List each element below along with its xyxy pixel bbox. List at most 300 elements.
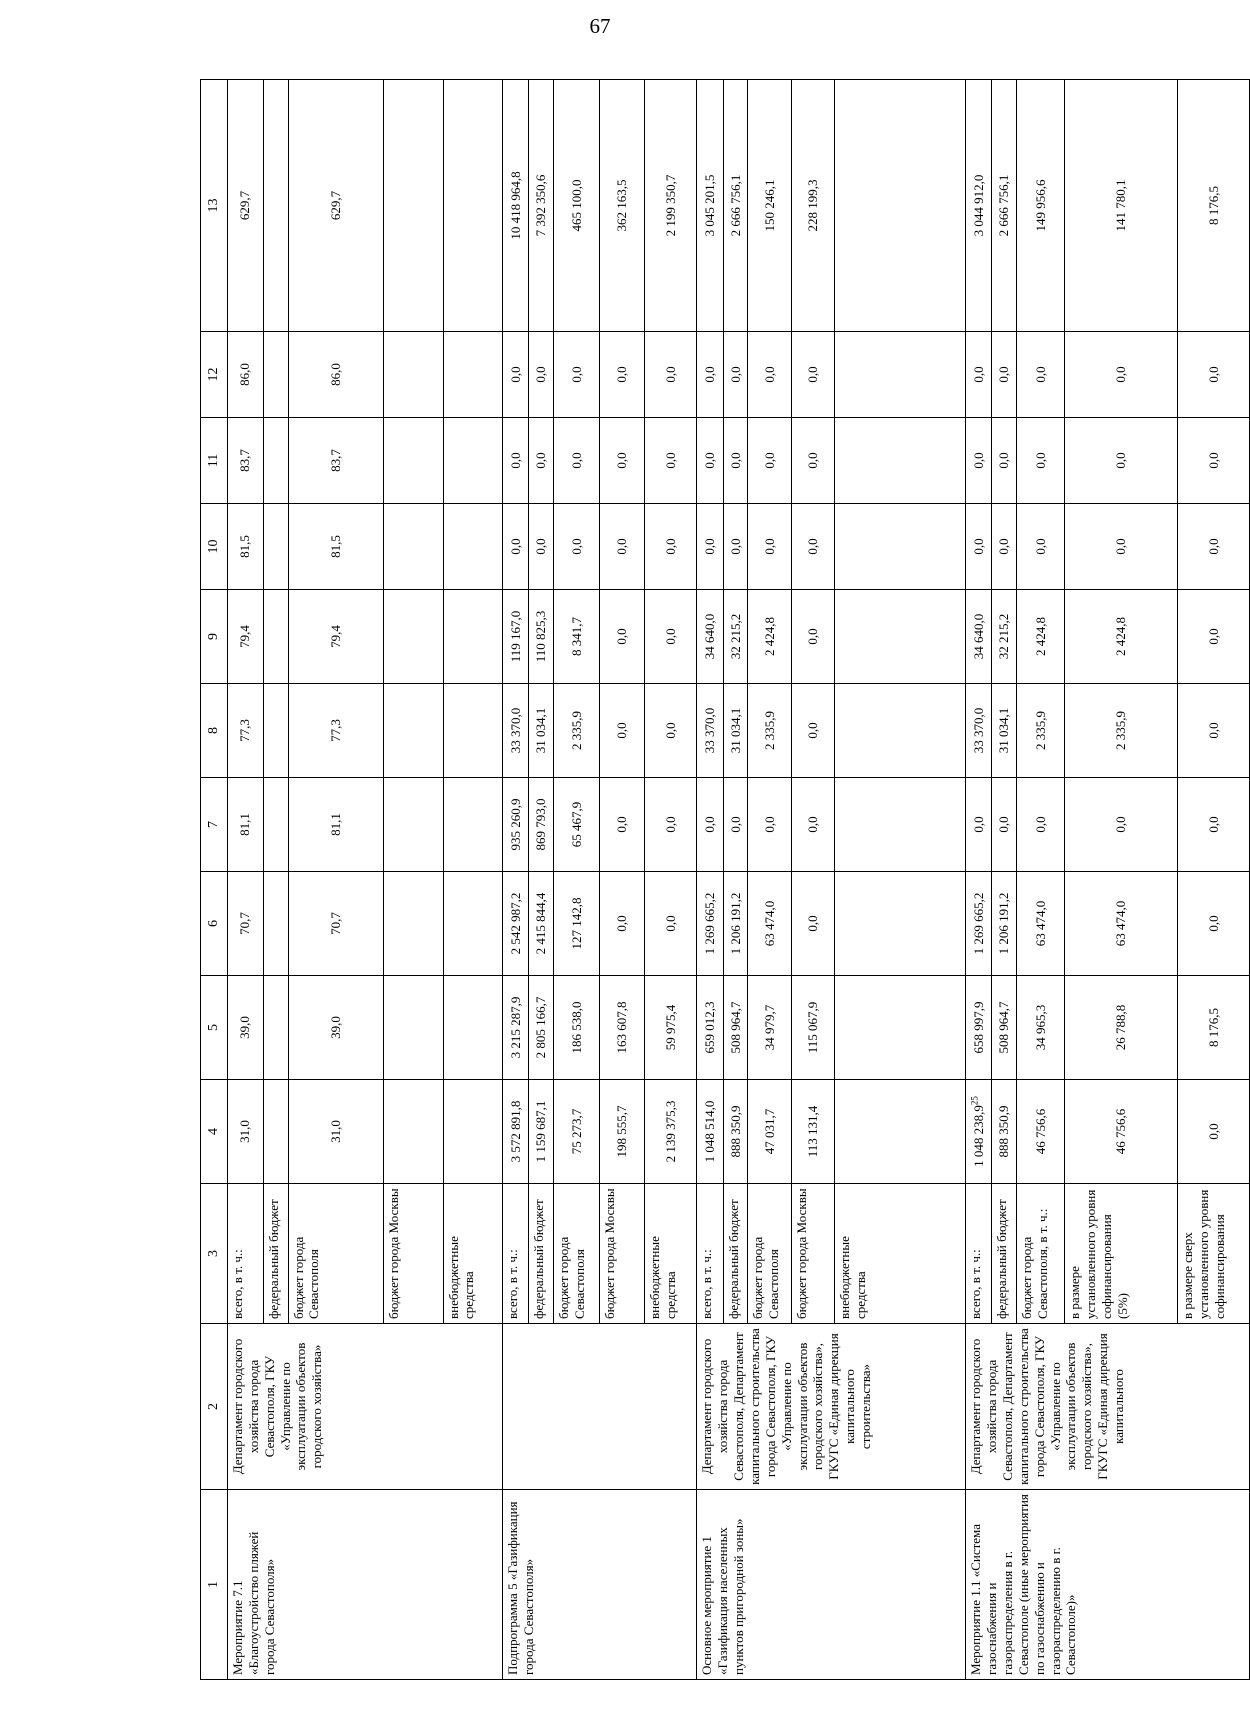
value-text: 81,5 <box>237 535 253 558</box>
value-cell <box>599 1080 644 1184</box>
value-text: 2 424,8 <box>1113 617 1129 656</box>
value-cell <box>288 418 383 504</box>
value-text: 1 206 191,2 <box>727 892 743 955</box>
value-cell <box>443 418 503 504</box>
value-text: 888 350,9 <box>996 1105 1012 1158</box>
value-text: 0,0 <box>805 452 821 469</box>
value-text: 0,0 <box>1113 452 1129 469</box>
value-text: 0,0 <box>1205 452 1221 469</box>
value-text: 2 335,9 <box>568 711 584 750</box>
value-cell <box>723 590 748 684</box>
value-text: 39,0 <box>327 1016 343 1039</box>
value-text: 31 034,1 <box>996 707 1012 754</box>
col-header-1: 1 <box>201 1490 228 1680</box>
value-cell <box>966 332 992 418</box>
value-text: 47 031,7 <box>761 1108 777 1155</box>
value-text: 8 176,5 <box>1205 186 1221 225</box>
value-cell <box>966 976 992 1080</box>
value-cell <box>992 332 1017 418</box>
value-cell <box>966 684 992 778</box>
funding-source-cell: федеральный бюджет <box>263 1184 288 1324</box>
value-cell <box>384 418 444 504</box>
value-text: 81,1 <box>327 813 343 836</box>
value-cell <box>792 332 835 418</box>
value-text: 0,0 <box>1205 1123 1221 1140</box>
value-cell <box>1178 332 1250 418</box>
value-text: 0,0 <box>805 366 821 383</box>
value-cell <box>288 332 383 418</box>
value-text: 2 542 987,2 <box>507 892 523 955</box>
value-cell <box>1017 332 1065 418</box>
value-cell <box>1065 504 1178 590</box>
funding-source-cell: в размере сверх установленного уровня софинансирования <box>1178 1184 1250 1324</box>
value-text: 0,0 <box>1113 538 1129 555</box>
rotated-table-container <box>200 80 1250 1680</box>
value-text: 0,0 <box>996 366 1012 383</box>
value-cell <box>1017 590 1065 684</box>
value-text: 362 163,5 <box>613 179 629 232</box>
value-cell <box>384 332 444 418</box>
value-cell <box>1065 778 1178 872</box>
value-text: 75 273,7 <box>568 1108 584 1155</box>
value-text: 3 572 891,8 <box>507 1100 523 1163</box>
value-cell <box>1017 504 1065 590</box>
value-text: 0,0 <box>662 538 678 555</box>
value-cell <box>835 418 966 504</box>
value-text: 0,0 <box>727 366 743 383</box>
value-cell <box>748 976 792 1080</box>
value-cell <box>288 872 383 976</box>
value-text: 2 415 844,4 <box>533 892 549 955</box>
value-text: 0,0 <box>996 452 1012 469</box>
value-text: 0,0 <box>662 915 678 932</box>
value-cell <box>288 778 383 872</box>
total-value-cell <box>443 80 503 332</box>
value-cell <box>554 332 599 418</box>
value-cell <box>228 590 264 684</box>
value-text: 0,0 <box>613 538 629 555</box>
value-text: 8 176,5 <box>1205 1008 1221 1047</box>
value-text: 113 131,4 <box>805 1105 821 1158</box>
table-row <box>503 80 529 1680</box>
value-cell <box>966 1080 992 1184</box>
value-text: 26 788,8 <box>1113 1004 1129 1051</box>
value-cell <box>599 504 644 590</box>
value-cell <box>228 332 264 418</box>
value-text: 0,0 <box>805 915 821 932</box>
value-text: 31,0 <box>327 1120 343 1143</box>
funding-source-cell: бюджет города Севастополя, в т. ч.: <box>1017 1184 1065 1324</box>
value-text: 127 142,8 <box>568 897 584 950</box>
value-cell <box>697 778 723 872</box>
value-text: 0,0 <box>970 816 986 833</box>
value-cell <box>835 778 966 872</box>
value-text: 31 034,1 <box>727 707 743 754</box>
value-cell <box>966 778 992 872</box>
executor-cell: Департамент городского хозяйства города Севастополя, Департамент капитального строительства города Севастополя, ГКУ «Управление по эксплуатации объектов городского хозяйства», ГКУГС «Единая дирекция капитального строительства» <box>697 1324 966 1490</box>
value-text: 65 467,9 <box>568 801 584 848</box>
funding-source-cell: бюджет города Москвы <box>792 1184 835 1324</box>
value-text: 0,0 <box>761 452 777 469</box>
value-cell <box>228 684 264 778</box>
value-text: 1 159 687,1 <box>533 1100 549 1163</box>
funding-source-cell: всего, в т. ч.: <box>503 1184 529 1324</box>
funding-source-cell: бюджет города Севастополя <box>554 1184 599 1324</box>
value-text: 46 756,6 <box>1032 1108 1048 1155</box>
value-text: 0,0 <box>702 452 718 469</box>
value-cell <box>644 778 696 872</box>
funding-source-cell: федеральный бюджет <box>723 1184 748 1324</box>
value-text: 63 474,0 <box>761 900 777 947</box>
funding-source-cell: внебюджетные средства <box>443 1184 503 1324</box>
value-cell <box>384 976 444 1080</box>
value-cell <box>835 976 966 1080</box>
activity-name-cell: Мероприятие 7.1 «Благоустройство пляжей города Севастополя» <box>228 1490 503 1680</box>
value-cell <box>503 684 529 778</box>
value-text: 2 424,8 <box>761 617 777 656</box>
value-text: 0,0 <box>1032 452 1048 469</box>
value-cell <box>992 684 1017 778</box>
value-text: 2 805 166,7 <box>533 996 549 1059</box>
value-text: 0,0 <box>507 538 523 555</box>
value-text: 0,0 <box>533 538 549 555</box>
total-value-cell <box>503 80 529 332</box>
value-cell <box>599 590 644 684</box>
executor-cell <box>503 1324 697 1490</box>
value-cell <box>723 418 748 504</box>
value-text: 0,0 <box>1205 538 1221 555</box>
value-cell <box>992 590 1017 684</box>
value-cell <box>1178 976 1250 1080</box>
value-text: 34 640,0 <box>970 613 986 660</box>
value-cell <box>599 418 644 504</box>
value-cell <box>966 872 992 976</box>
value-text: 0,0 <box>662 452 678 469</box>
executor-cell: Департамент городского хозяйства города Севастополя, ГКУ «Управление по эксплуатации объектов городского хозяйства» <box>228 1324 503 1490</box>
value-cell <box>228 872 264 976</box>
value-cell <box>263 332 288 418</box>
value-cell <box>384 872 444 976</box>
value-cell <box>748 504 792 590</box>
value-cell <box>748 684 792 778</box>
value-text: 0,0 <box>507 452 523 469</box>
value-text: 0,0 <box>1205 816 1221 833</box>
value-cell <box>384 684 444 778</box>
value-text: 115 067,9 <box>805 1001 821 1054</box>
value-cell <box>503 504 529 590</box>
total-value-cell <box>1017 80 1065 332</box>
value-cell <box>599 778 644 872</box>
value-text: 629,7 <box>327 190 343 221</box>
value-cell <box>1178 684 1250 778</box>
value-cell <box>503 1080 529 1184</box>
value-text: 228 199,3 <box>805 179 821 232</box>
financing-table <box>200 79 1250 1680</box>
value-text: 34 965,3 <box>1032 1004 1048 1051</box>
activity-name-cell: Подпрограмма 5 «Газификация города Севастополя» <box>503 1490 697 1680</box>
value-cell <box>1017 976 1065 1080</box>
value-text: 0,0 <box>1113 816 1129 833</box>
footnote-marker: 25 <box>969 1096 980 1106</box>
value-cell <box>443 1080 503 1184</box>
value-text: 0,0 <box>1205 722 1221 739</box>
value-text: 869 793,0 <box>533 798 549 851</box>
value-cell <box>992 778 1017 872</box>
value-cell <box>599 976 644 1080</box>
funding-source-cell: бюджет города Москвы <box>384 1184 444 1324</box>
value-cell <box>503 332 529 418</box>
value-cell <box>228 418 264 504</box>
activity-name-cell: Основное мероприятие 1 «Газификация населенных пунктов пригородной зоны» <box>697 1490 966 1680</box>
value-text: 33 370,0 <box>970 707 986 754</box>
value-text: 32 215,2 <box>727 613 743 660</box>
total-value-cell <box>288 80 383 332</box>
total-value-cell <box>992 80 1017 332</box>
value-cell <box>1178 590 1250 684</box>
col-header-10: 10 <box>201 504 228 590</box>
value-cell <box>599 684 644 778</box>
value-cell <box>599 332 644 418</box>
total-value-cell <box>1178 80 1250 332</box>
value-text: 3 045 201,5 <box>702 174 718 237</box>
value-text: 2 666 756,1 <box>727 174 743 237</box>
total-value-cell <box>723 80 748 332</box>
value-cell <box>443 504 503 590</box>
value-text: 0,0 <box>613 915 629 932</box>
value-text: 2 199 350,7 <box>662 174 678 237</box>
value-text: 79,4 <box>327 625 343 648</box>
value-cell <box>697 684 723 778</box>
value-cell <box>1065 1080 1178 1184</box>
value-text: 2 335,9 <box>1113 711 1129 750</box>
value-cell <box>228 1080 264 1184</box>
value-cell <box>644 590 696 684</box>
value-text: 79,4 <box>237 625 253 648</box>
value-cell <box>644 1080 696 1184</box>
value-cell <box>554 504 599 590</box>
value-text: 149 956,6 <box>1032 179 1048 232</box>
value-cell <box>263 976 288 1080</box>
col-header-12: 12 <box>201 332 228 418</box>
value-text: 658 997,9 <box>970 1001 986 1054</box>
value-cell <box>644 418 696 504</box>
value-cell <box>1178 778 1250 872</box>
col-header-13: 13 <box>201 80 228 332</box>
value-text: 0,0 <box>613 366 629 383</box>
value-text: 0,0 <box>613 452 629 469</box>
value-text: 0,0 <box>996 538 1012 555</box>
funding-source-cell: внебюджетные средства <box>644 1184 696 1324</box>
value-text: 46 756,6 <box>1113 1108 1129 1155</box>
value-cell <box>503 418 529 504</box>
value-text: 81,1 <box>237 813 253 836</box>
value-cell <box>966 504 992 590</box>
value-text: 31 034,1 <box>533 707 549 754</box>
value-cell <box>263 684 288 778</box>
value-cell <box>1017 778 1065 872</box>
funding-source-cell: всего, в т. ч.: <box>228 1184 264 1324</box>
value-cell <box>792 418 835 504</box>
value-cell <box>263 504 288 590</box>
value-text: 63 474,0 <box>1032 900 1048 947</box>
value-text: 659 012,3 <box>702 1001 718 1054</box>
total-value-cell <box>697 80 723 332</box>
value-cell <box>748 1080 792 1184</box>
value-cell <box>384 1080 444 1184</box>
value-text: 0,0 <box>533 366 549 383</box>
value-cell <box>228 778 264 872</box>
value-text: 888 350,9 <box>727 1105 743 1158</box>
value-cell <box>503 976 529 1080</box>
value-text: 81,5 <box>327 535 343 558</box>
value-text: 0,0 <box>805 722 821 739</box>
value-cell <box>1065 418 1178 504</box>
value-text: 0,0 <box>568 366 584 383</box>
value-text: 1 206 191,2 <box>996 892 1012 955</box>
value-cell <box>697 590 723 684</box>
value-text: 33 370,0 <box>702 707 718 754</box>
value-cell <box>748 778 792 872</box>
value-cell <box>835 684 966 778</box>
value-text: 0,0 <box>662 816 678 833</box>
value-text: 0,0 <box>727 452 743 469</box>
value-text: 70,7 <box>237 912 253 935</box>
value-text: 33 370,0 <box>507 707 523 754</box>
value-text: 1 048 514,0 <box>702 1100 718 1163</box>
value-cell <box>644 332 696 418</box>
col-header-3: 3 <box>201 1184 228 1324</box>
funding-source-cell: в размере установленного уровня софинансирования (5%) <box>1065 1184 1178 1324</box>
value-cell <box>443 332 503 418</box>
value-text: 0,0 <box>568 538 584 555</box>
value-cell <box>443 872 503 976</box>
value-cell <box>723 778 748 872</box>
value-text: 39,0 <box>237 1016 253 1039</box>
value-cell <box>529 590 554 684</box>
value-text: 198 555,7 <box>613 1105 629 1158</box>
value-cell <box>263 1080 288 1184</box>
funding-source-cell: внебюджетные средства <box>835 1184 966 1324</box>
total-value-cell <box>748 80 792 332</box>
value-cell <box>992 872 1017 976</box>
value-text: 0,0 <box>702 366 718 383</box>
value-cell <box>723 684 748 778</box>
value-text: 0,0 <box>970 452 986 469</box>
value-cell <box>228 976 264 1080</box>
value-cell <box>1065 590 1178 684</box>
value-cell <box>723 976 748 1080</box>
table-row <box>697 80 723 1680</box>
value-cell <box>1017 872 1065 976</box>
activity-name-cell: Мероприятие 1.1 «Система газоснабжения и газораспределения в г. Севастополе (иные мероприятия по газоснабжению и газораспределению в г. Севастополе)» <box>966 1490 1250 1680</box>
value-cell <box>644 684 696 778</box>
total-value-cell <box>792 80 835 332</box>
value-cell <box>529 778 554 872</box>
col-header-8: 8 <box>201 684 228 778</box>
total-value-cell <box>835 80 966 332</box>
value-cell <box>748 590 792 684</box>
funding-source-cell: федеральный бюджет <box>992 1184 1017 1324</box>
value-text: 119 167,0 <box>507 610 523 663</box>
value-text: 63 474,0 <box>1113 900 1129 947</box>
value-text: 0,0 <box>970 538 986 555</box>
value-cell <box>992 1080 1017 1184</box>
value-text: 0,0 <box>805 538 821 555</box>
total-value-cell <box>599 80 644 332</box>
value-text: 0,0 <box>1205 366 1221 383</box>
value-text: 0,0 <box>662 628 678 645</box>
value-text: 2 335,9 <box>761 711 777 750</box>
value-text: 2 139 375,3 <box>662 1100 678 1163</box>
value-cell <box>599 872 644 976</box>
value-cell <box>723 872 748 976</box>
value-text: 10 418 964,8 <box>507 171 523 240</box>
value-cell <box>443 778 503 872</box>
value-cell <box>288 684 383 778</box>
value-cell <box>697 872 723 976</box>
table-row <box>228 80 264 1680</box>
value-text: 0,0 <box>761 816 777 833</box>
value-cell <box>792 778 835 872</box>
value-text: 0,0 <box>1032 366 1048 383</box>
value-text: 3 044 912,0 <box>970 174 986 237</box>
value-cell <box>697 976 723 1080</box>
value-text: 0,0 <box>662 722 678 739</box>
value-cell <box>748 332 792 418</box>
total-value-cell <box>644 80 696 332</box>
total-value-cell <box>529 80 554 332</box>
value-text: 0,0 <box>805 816 821 833</box>
value-cell <box>288 976 383 1080</box>
value-text: 1 269 665,2 <box>702 892 718 955</box>
value-cell <box>384 590 444 684</box>
value-text: 0,0 <box>1113 366 1129 383</box>
total-value-cell <box>228 80 264 332</box>
value-cell <box>992 976 1017 1080</box>
value-cell <box>792 872 835 976</box>
value-cell <box>697 504 723 590</box>
funding-source-cell: бюджет города Севастополя <box>748 1184 792 1324</box>
value-text: 629,7 <box>237 190 253 221</box>
value-text: 1 048 238,9 <box>970 1105 986 1167</box>
value-text: 0,0 <box>568 452 584 469</box>
value-text: 163 607,8 <box>613 1001 629 1054</box>
value-cell <box>1178 504 1250 590</box>
total-value-cell <box>263 80 288 332</box>
value-cell <box>263 590 288 684</box>
value-cell <box>792 684 835 778</box>
value-cell <box>1178 872 1250 976</box>
value-text: 0,0 <box>1205 628 1221 645</box>
value-cell <box>554 778 599 872</box>
value-text: 0,0 <box>507 366 523 383</box>
value-cell <box>835 504 966 590</box>
value-text: 0,0 <box>727 816 743 833</box>
value-cell <box>748 418 792 504</box>
value-cell <box>1017 1080 1065 1184</box>
value-cell <box>966 590 992 684</box>
value-text: 0,0 <box>727 538 743 555</box>
value-cell <box>1065 684 1178 778</box>
value-cell <box>288 504 383 590</box>
value-text: 0,0 <box>761 538 777 555</box>
value-cell <box>792 1080 835 1184</box>
total-value-cell <box>554 80 599 332</box>
page-number: 67 <box>589 14 611 38</box>
funding-source-cell: бюджет города Москвы <box>599 1184 644 1324</box>
col-header-2: 2 <box>201 1324 228 1490</box>
value-cell <box>835 332 966 418</box>
